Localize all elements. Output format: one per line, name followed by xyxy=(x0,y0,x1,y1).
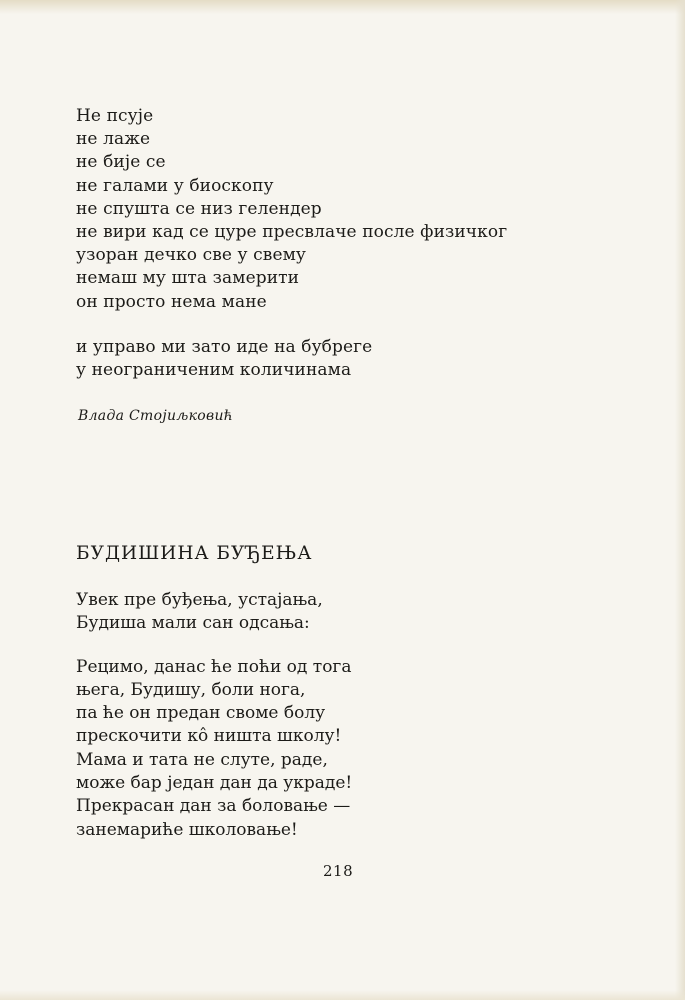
poem-line: не бије се xyxy=(76,152,166,173)
poem-line: Увек пре буђења, устајања, xyxy=(76,590,323,610)
poem-stanza xyxy=(76,105,507,314)
page-right-edge-shadow xyxy=(675,0,685,1000)
poem-line: и управо ми зато иде на бубреге xyxy=(76,336,373,357)
stanza-gap xyxy=(76,314,507,336)
poem-stanza xyxy=(76,589,352,636)
poem-stojiljkovic xyxy=(76,105,507,382)
poem-line: узоран дечко све у свему xyxy=(76,245,307,266)
poem-title: БУДИШИНА БУЂЕЊА xyxy=(76,543,313,564)
poem-line: не галами у биоскопу xyxy=(76,175,274,196)
poem-line: њега, Будишу, боли нога, xyxy=(76,679,306,700)
poem-line: не вири кад се цуре пресвлаче после физичког xyxy=(76,222,508,243)
poem-line: у неограниченим количинама xyxy=(76,360,352,381)
poem-line: прескочити кô ништа школу! xyxy=(76,726,342,747)
poem-line: занемариће школовање! xyxy=(76,819,298,840)
poem-stanza xyxy=(76,336,507,382)
page-bottom-edge-shadow xyxy=(0,990,685,1000)
poem-line: Не псује xyxy=(76,106,154,126)
poem-author: Влада Стојиљковић xyxy=(78,408,234,424)
poem-line: па ће он предан своме болу xyxy=(76,703,326,724)
stanza-gap xyxy=(76,636,352,656)
page-number: 218 xyxy=(323,862,354,880)
poem-line: не лаже xyxy=(76,129,151,150)
poem-line: не спушта се низ гелендер xyxy=(76,198,322,219)
poem-stanza xyxy=(76,656,352,842)
poem-budishina-budjenja xyxy=(76,589,352,842)
poem-line: Прекрасан дан за боловање — xyxy=(76,796,351,817)
poem-line: Мама и тата не слуте, раде, xyxy=(76,749,328,770)
poem-line: Будиша мали сан одсања: xyxy=(76,613,310,634)
poem-line: може бар један дан да украде! xyxy=(76,773,353,794)
page-top-edge-shadow xyxy=(0,0,685,14)
poem-line: немаш му шта замерити xyxy=(76,268,300,289)
poem-line: Рецимо, данас ће поћи од тога xyxy=(76,656,352,677)
poem-line: он просто нема мане xyxy=(76,291,267,312)
